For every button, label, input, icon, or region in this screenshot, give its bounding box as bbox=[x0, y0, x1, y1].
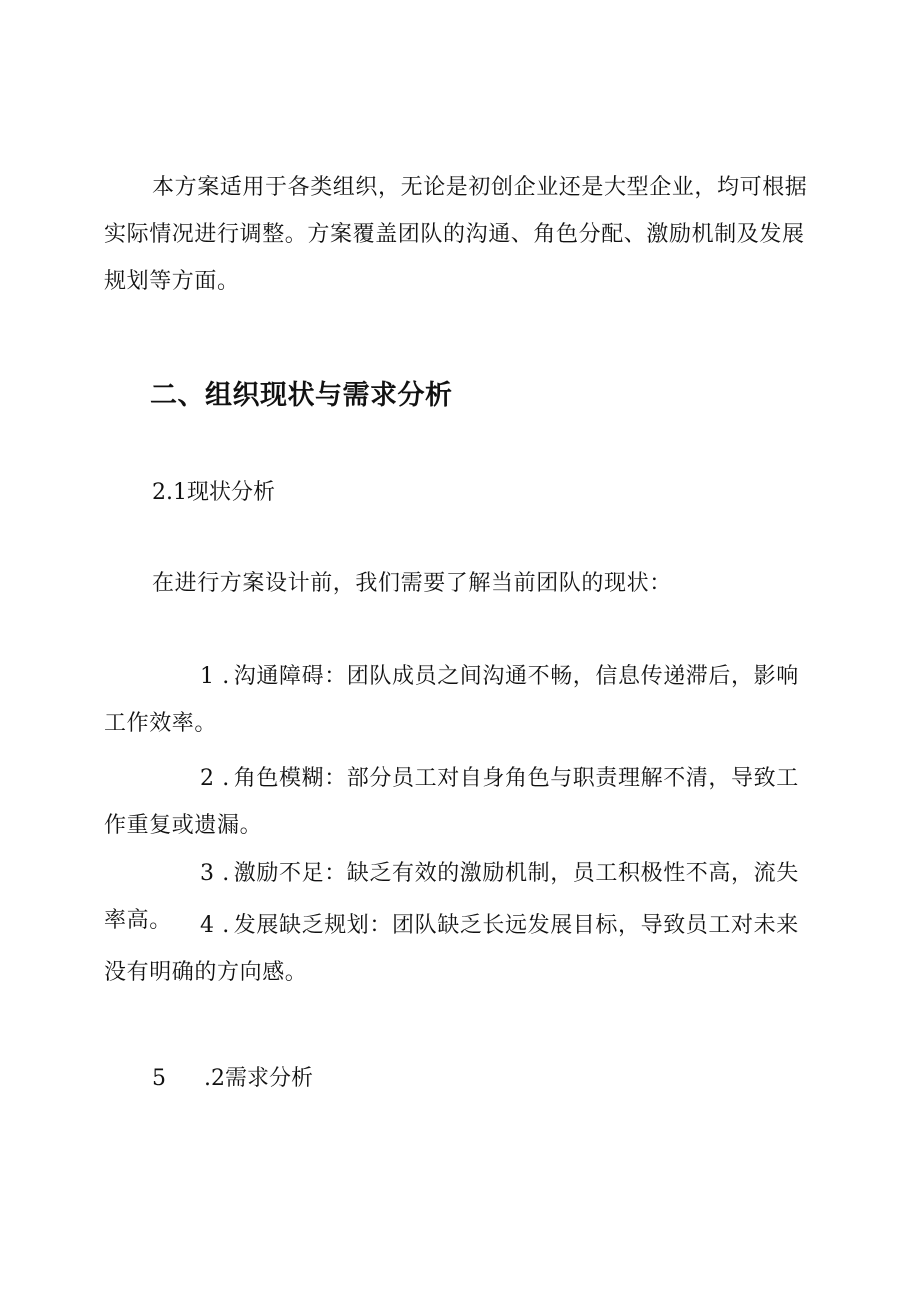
list-item bbox=[104, 902, 820, 996]
list-item bbox=[104, 755, 820, 849]
list-item-text: 发展缺乏规划：团队缺乏长远发展目标，导致员工对未来没有明确的方向感。 bbox=[104, 913, 799, 985]
list-item-number: 4 . bbox=[200, 913, 230, 938]
list-item-text: 激励不足：缺乏有效的激励机制，员工积极性不高，流失率高。 bbox=[104, 861, 799, 933]
subsection-number: 2.1 bbox=[152, 480, 187, 505]
subsection-title: 现状分析 bbox=[187, 480, 276, 505]
list-item-number: 1 . bbox=[200, 664, 230, 689]
lead-paragraph: 在进行方案设计前，我们需要了解当前团队的现状： bbox=[152, 571, 672, 596]
list-item-text: 沟通障碍：团队成员之间沟通不畅，信息传递滞后，影响工作效率。 bbox=[104, 664, 799, 736]
intro-paragraph: 本方案适用于各类组织，无论是初创企业还是大型企业，均可根据实际情况进行调整。方案覆盖团队的沟通、角色分配、激励机制及发展规划等方面。 bbox=[104, 175, 808, 294]
list-item-number: 2 . bbox=[200, 766, 230, 791]
section-heading: 二、组织现状与需求分析 bbox=[150, 380, 453, 411]
subsection-heading-2-2 bbox=[152, 1061, 313, 1092]
subsection-heading-2-1 bbox=[152, 475, 275, 506]
list-item-text: 角色模糊：部分员工对自身角色与职责理解不清，导致工作重复或遗漏。 bbox=[104, 766, 799, 838]
list-item-number: 3 . bbox=[200, 861, 230, 886]
list-item bbox=[104, 653, 820, 747]
subsection-title: 需求分析 bbox=[225, 1066, 314, 1091]
subsection-number: 5 bbox=[152, 1066, 166, 1091]
subsection-number-suffix: .2 bbox=[204, 1066, 225, 1091]
